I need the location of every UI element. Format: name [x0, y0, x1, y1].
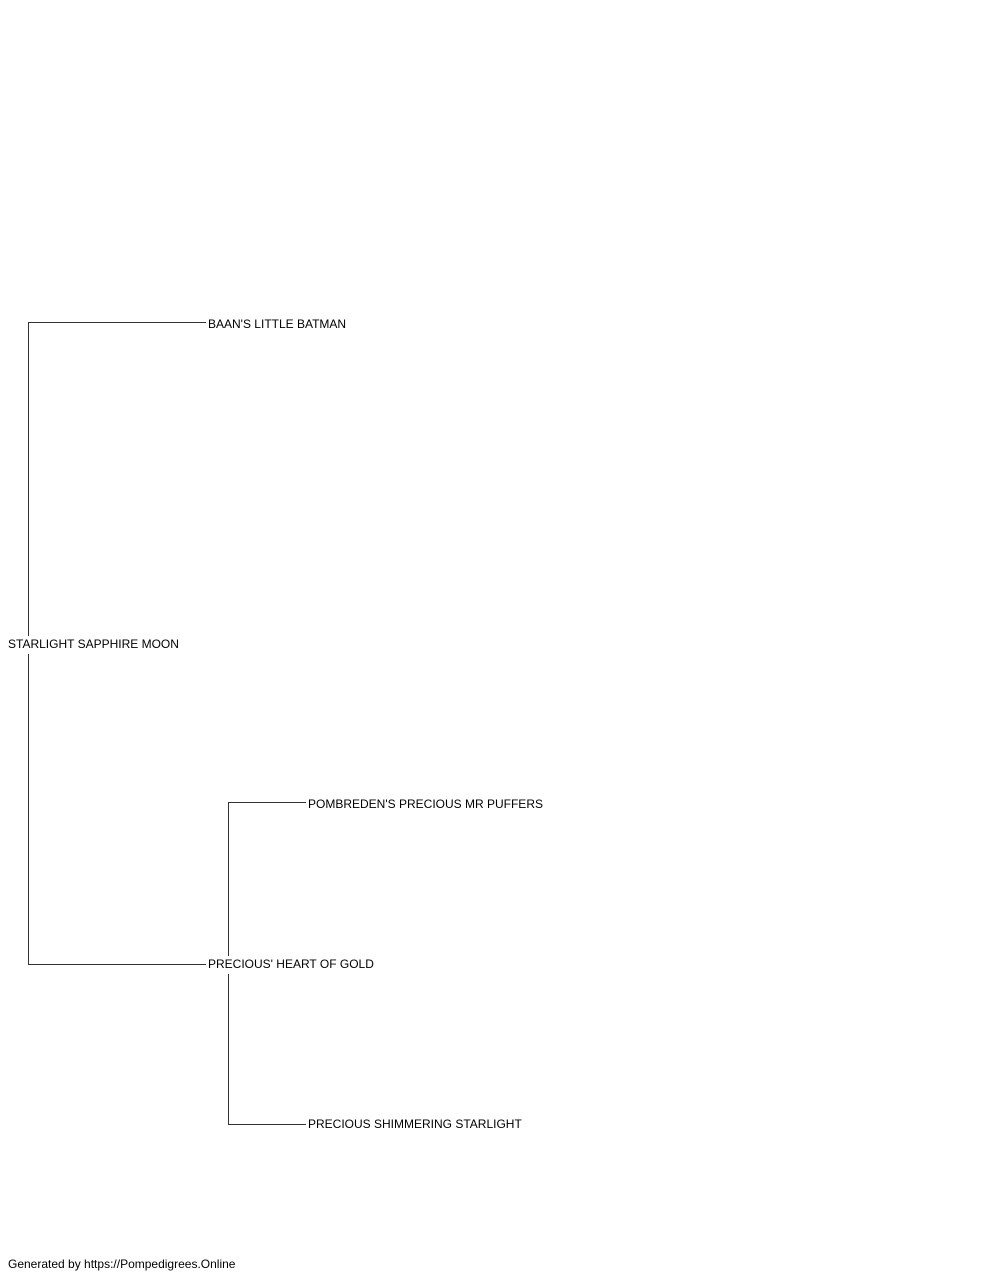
- dam-name: PRECIOUS' HEART OF GOLD: [208, 957, 374, 971]
- sire-name: BAAN'S LITTLE BATMAN: [208, 317, 347, 331]
- dam-sire-name: POMBREDEN'S PRECIOUS MR PUFFERS: [308, 797, 543, 811]
- footer-credit: Generated by https://Pompedigrees.Online: [8, 1257, 236, 1271]
- connector-subject-to-dam: [29, 654, 207, 965]
- connector-subject-to-sire: [29, 323, 207, 637]
- dam-dam-name: PRECIOUS SHIMMERING STARLIGHT: [308, 1117, 522, 1131]
- subject-name: STARLIGHT SAPPHIRE MOON: [8, 637, 179, 651]
- connector-dam-to-dam-dam: [229, 974, 307, 1125]
- connector-dam-to-dam-sire: [229, 803, 307, 957]
